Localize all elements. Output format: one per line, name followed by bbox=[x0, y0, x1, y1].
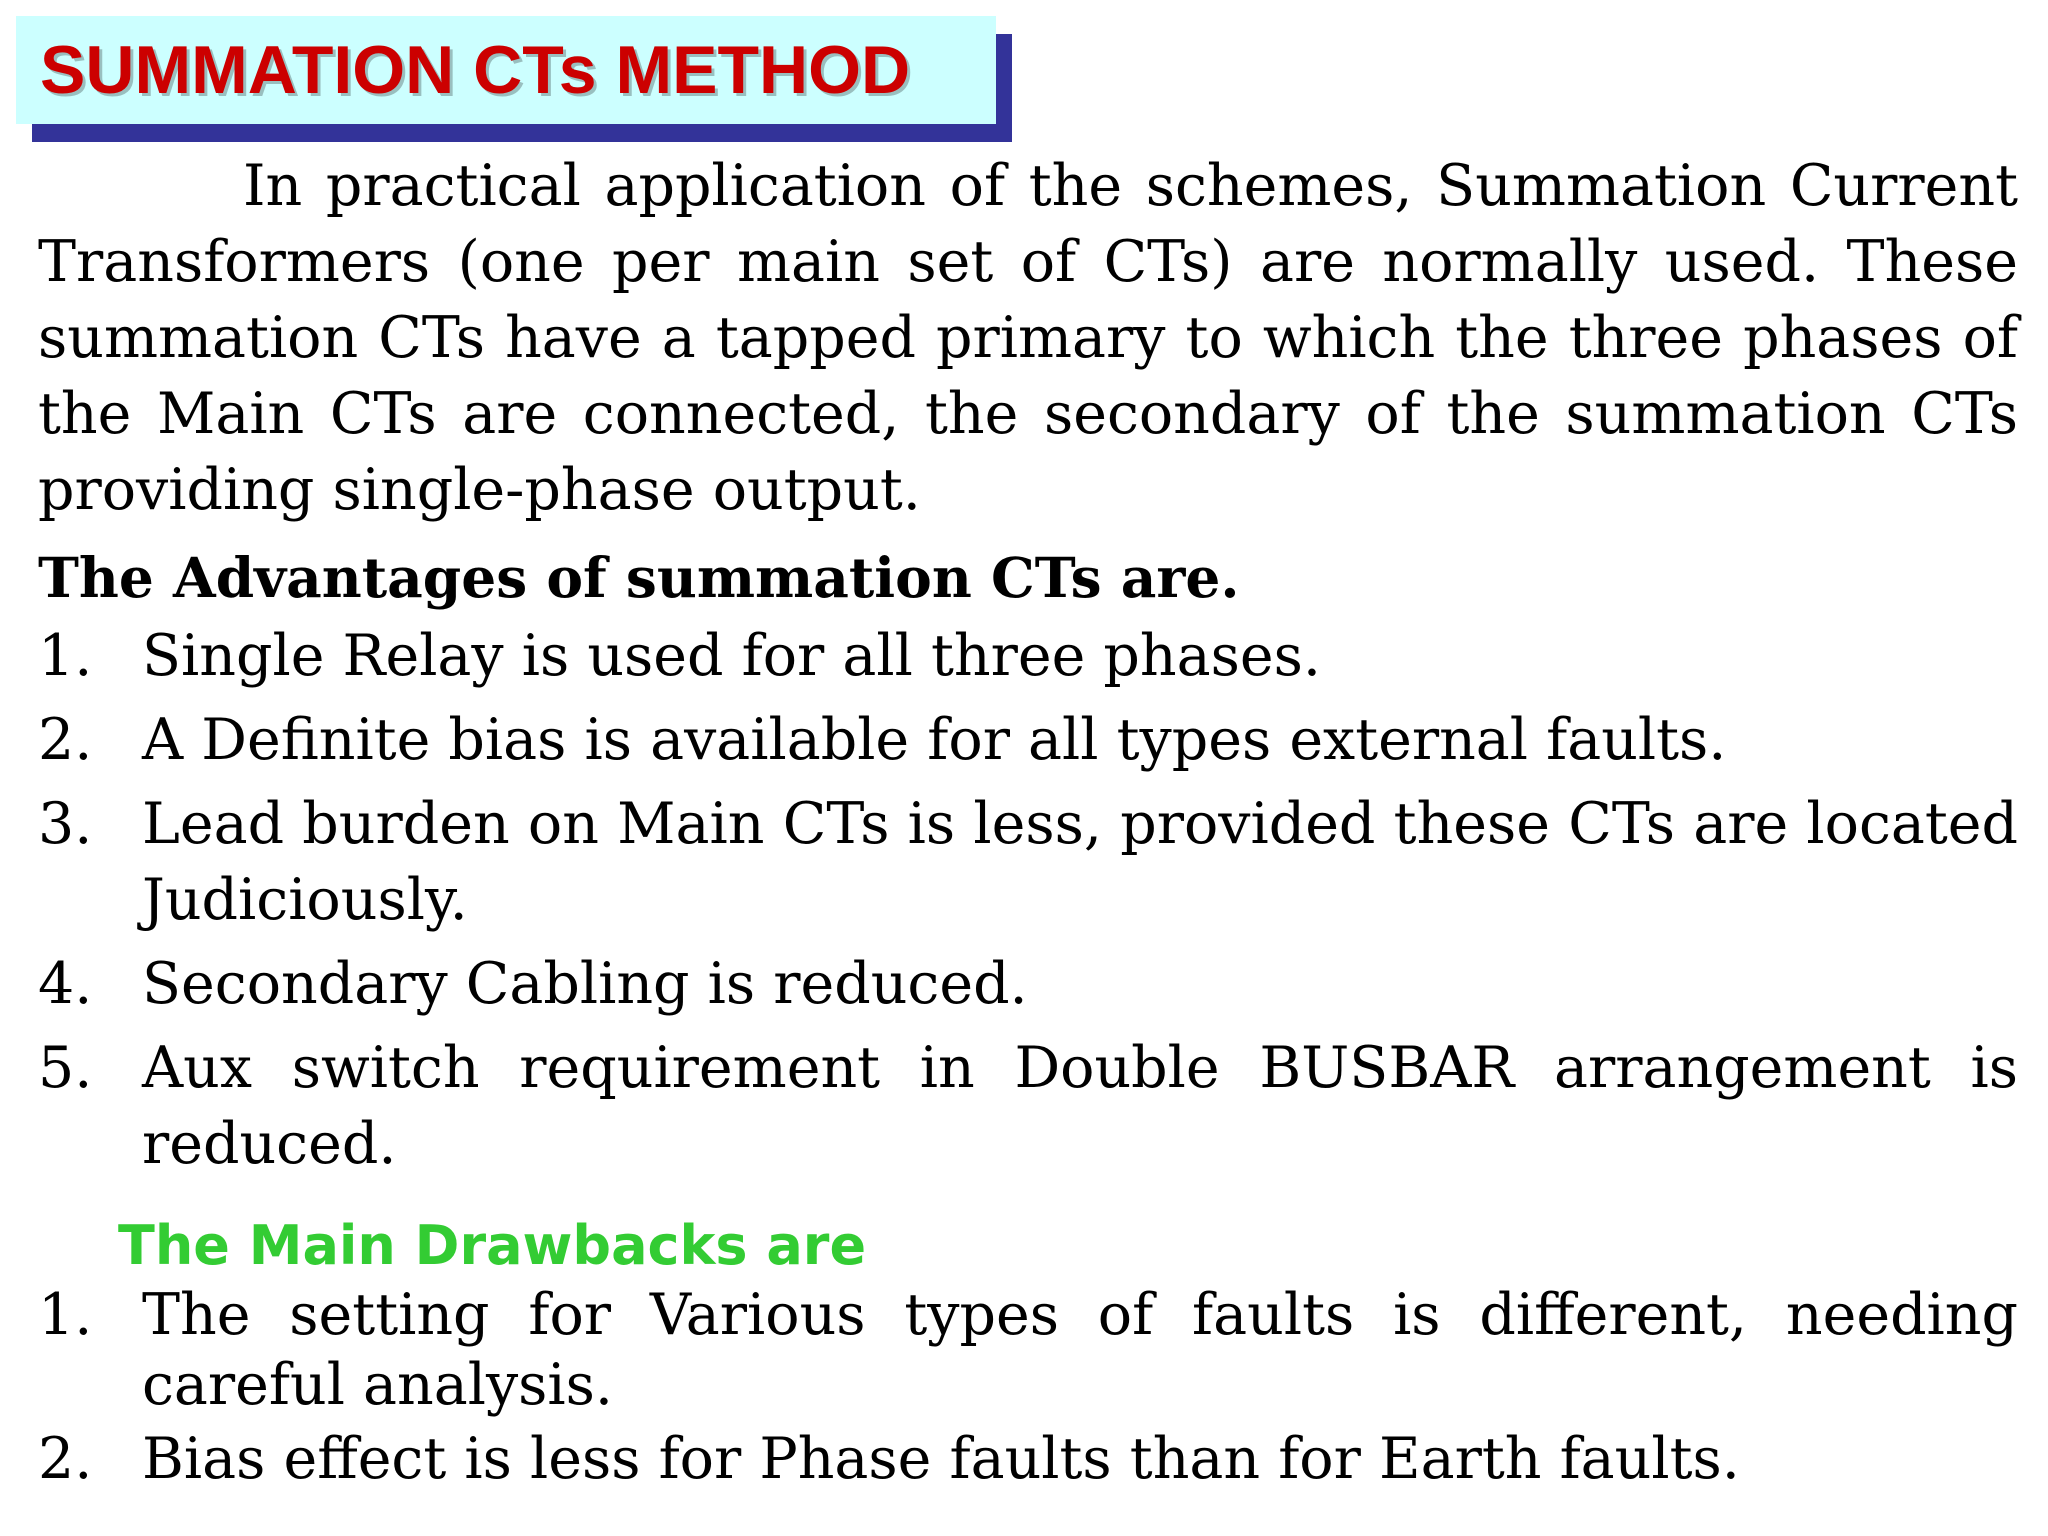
list-item-number: 1. bbox=[38, 623, 93, 689]
list-item bbox=[38, 946, 2018, 1022]
advantages-heading: The Advantages of summation CTs are. bbox=[38, 545, 1240, 610]
intro-paragraph: In practical application of the schemes, Summation Current Transformers (one per main set of CTs) are normally used. These summation CTs have a tapped primary to which the three phases of the Main CTs are connected, the secondary of the summation CTs providing single-phase output. bbox=[38, 153, 2018, 523]
list-item-text: The setting for Various types of faults is different, needing careful analysis. bbox=[142, 1282, 2018, 1418]
list-item-text: Single Relay is used for all three phases. bbox=[142, 623, 1321, 689]
list-item-number: 3. bbox=[38, 791, 93, 857]
list-item bbox=[38, 618, 2018, 694]
list-item bbox=[38, 702, 2018, 778]
drawbacks-heading: The Main Drawbacks are bbox=[118, 1214, 867, 1277]
list-item-number: 2. bbox=[38, 1426, 93, 1492]
list-item-text: Secondary Cabling is reduced. bbox=[142, 951, 1028, 1017]
list-item-text: A Definite bias is available for all types external faults. bbox=[142, 707, 1727, 773]
list-item bbox=[38, 1280, 2018, 1420]
list-item bbox=[38, 1030, 2018, 1182]
slide-title: SUMMATION CTs METHOD bbox=[40, 32, 911, 108]
drawbacks-list bbox=[38, 1280, 2018, 1494]
list-item-text: Aux switch requirement in Double BUSBAR arrangement is reduced. bbox=[142, 1035, 2018, 1177]
list-item bbox=[38, 1424, 2018, 1494]
title-banner bbox=[16, 16, 996, 124]
list-item-text: Bias effect is less for Phase faults than for Earth faults. bbox=[142, 1426, 1740, 1492]
list-item-number: 1. bbox=[38, 1282, 93, 1348]
slide-content bbox=[38, 148, 2018, 1498]
list-item-number: 5. bbox=[38, 1035, 93, 1101]
list-item-number: 4. bbox=[38, 951, 93, 1017]
list-item bbox=[38, 786, 2018, 938]
list-item-number: 2. bbox=[38, 707, 93, 773]
advantages-list bbox=[38, 618, 2018, 1182]
list-item-text: Lead burden on Main CTs is less, provided these CTs are located Judiciously. bbox=[142, 791, 2018, 933]
